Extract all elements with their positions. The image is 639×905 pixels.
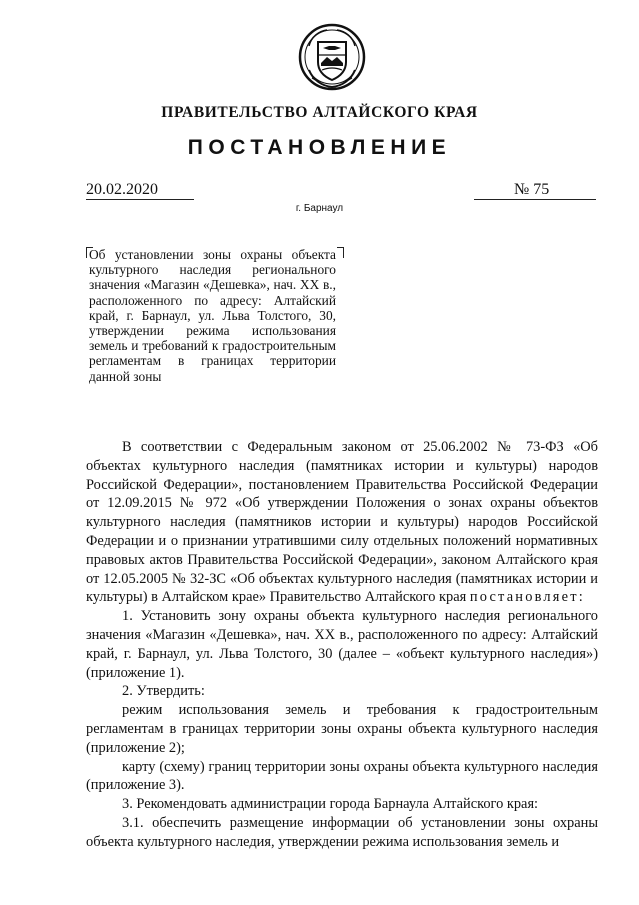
item-paragraph: 1. Установить зону охраны объекта культурного наследия регионального значения «Магазин «Дешевка», нач. XX в., расположенного по адресу: Алтайский край, г. Барнаул, ул. Льва Толстого, 30 (далее – «объект культурного наследия») (приложение 1). [86, 608, 598, 681]
subject-bracket-right [337, 247, 344, 258]
decree-colon: : [578, 589, 583, 606]
item-paragraph: карту (схему) границ территории зоны охраны объекта культурного наследия (приложение 3). [86, 758, 598, 794]
document-city: г. Барнаул [295, 203, 344, 214]
item-paragraph: 3. Рекомендовать администрации города Барнаула Алтайского края: [122, 796, 539, 813]
preamble-text: В соответствии с Федеральным законом от 25.06.2002 № 73-ФЗ «Об объектах культурного наследия (памятниках истории и культуры) народов Российской Федерации», постановлением Правительства Российской Федерации от 12.09.2015 № 972 «Об утверждении Положения о зонах охраны объектов культурного наследия (памятников истории и культуры) народов Российской Федерации и о признании утратившими силу отдельных положений нормативных правовых актов Правительства Российской Федерации», законом Алтайского края от 12.05.2005 № 32-ЗС «Об объектах культурного наследия (памятниках истории и культуры) в Алтайском крае» Правительство Алтайского края [86, 439, 598, 606]
preamble-paragraph [86, 438, 598, 607]
government-title: ПРАВИТЕЛЬСТВО АЛТАЙСКОГО КРАЯ [161, 104, 478, 121]
document-date: 20.02.2020 [86, 181, 194, 200]
document-body [86, 438, 598, 852]
document-type-title: ПОСТАНОВЛЕНИЕ [187, 136, 452, 159]
decree-word: постановляет [469, 589, 579, 606]
item-paragraph: 2. Утвердить: [122, 683, 205, 700]
altai-krai-coat-of-arms-icon [297, 22, 367, 92]
document-number-field [474, 181, 596, 200]
document-subject: Об установлении зоны охраны объекта культурного наследия регионального значения «Магазин «Дешевка», нач. XX в., расположенного по адресу: Алтайский край, г. Барнаул, ул. Льва Толстого, 30, утверждении режима использования земель и требований к градостроительным регламентам в границах территории данной зоны [89, 247, 336, 384]
item-paragraph: 3.1. обеспечить размещение информации об установлении зоны охраны объекта культурного наследия, утверждении режима использования земель и [86, 814, 598, 850]
item-paragraph: режим использования земель и требования к градостроительным регламентам в границах территории зоны охраны объекта культурного наследия (приложение 2); [86, 702, 598, 756]
document-number: № 75 [514, 181, 550, 198]
